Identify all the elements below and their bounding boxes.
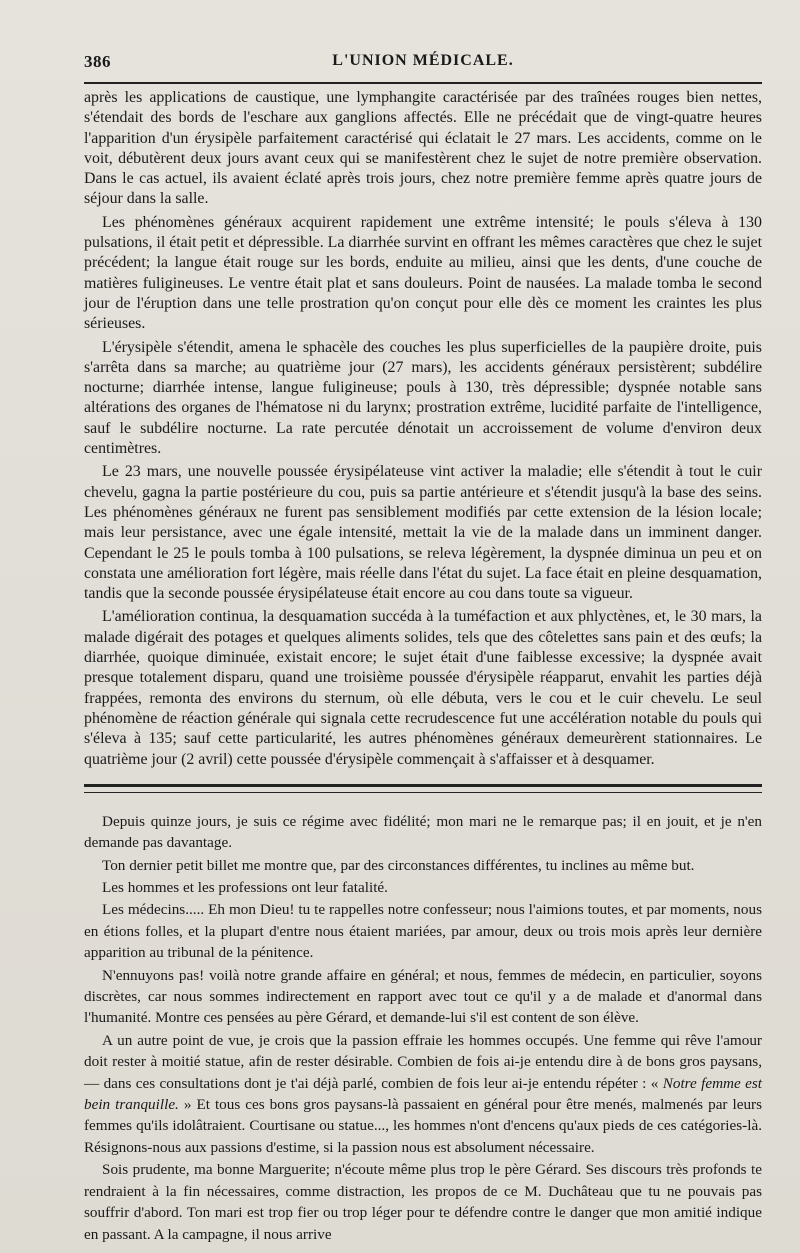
feuilleton-quote: Notre femme est bein tranquille. (84, 1074, 763, 1114)
page-header (84, 44, 762, 84)
feuilleton-paragraph: Ton dernier petit billet me montre que, par des circonstances différentes, tu inclines au même but. (102, 856, 695, 874)
article-paragraph: L'érysipèle s'étendit, amena le sphacèle des couches les plus superficielles de la paupière droite, puis s'arrêta dans sa marche; au quatrième jour (27 mars), les accidents généraux persistèrent; subdélire nocturne; diarrhée intense, langue fuligineuse; pouls à 130, très dépressible; dyspnée notable sans altérations des organes de l'hématose ni du larynx; prostration extrême, lucidité parfaite de l'intelligence, sauf le subdélire nocturne. La rate percutée dénotait un accroissement de volume d'environ deux centimètres. (84, 338, 762, 458)
feuilleton-paragraph: Les hommes et les professions ont leur fatalité. (102, 879, 388, 897)
page-number: 386 (84, 52, 111, 71)
feuilleton-paragraph: Sois prudente, ma bonne Marguerite; n'écoute même plus trop le père Gérard. Ses discours très profonds te rendraient à la fin nécessaires, comme distraction, les propos de ce M. Duchâteau que tu ne pouvais pas souffrir d'abord. Ton mari est trop fier ou trop léger pour te défendre contre le danger que mon amitié indique en passant. A la campagne, il nous arrive (84, 1161, 762, 1243)
article-body (84, 88, 762, 770)
feuilleton-separator (84, 784, 762, 793)
feuilleton-paragraph: Les médecins..... Eh mon Dieu! tu te rappelles notre confesseur; nous l'aimions toutes, et par moments, nous en étions folles, et la plupart d'entre nous étaient mariées, par amour, deux ou trois mois après leur dernière apparition au tribunal de la pénitence. (84, 901, 762, 962)
feuilleton-text: A un autre point de vue, je crois que la passion effraie les hommes occupés. Une femme qui rêve l'amour doit rester à moitié statue, afin de rester désirable. Combien de fois ai-je entendu dire à de bons gros paysans, — dans ces consultations dont je t'ai déjà parlé, combien de fois leur ai-je entendu répéter : « (84, 1031, 762, 1092)
article-paragraph: Le 23 mars, une nouvelle poussée érysipélateuse vint activer la maladie; elle s'étendit à tout le cuir chevelu, gagna la partie postérieure du cou, puis sa partie antérieure et s'étendit jusqu'à la base des seins. Les phénomènes généraux ne furent pas sensiblement modifiés par cette extension de la lésion locale; mais leur persistance, avec une égale intensité, mettait la vie de la malade dans un imminent danger. Cependant le 25 le pouls tomba à 100 pulsations, se releva légèrement, la dyspnée diminua un peu et on constata une amélioration fort légère, mais réelle dans l'état du sujet. La face était en pleine desquamation, tandis que la seconde poussée érysipélateuse était encore au cou dans toute sa vigueur. (84, 463, 762, 603)
feuilleton-paragraph: N'ennuyons pas! voilà notre grande affaire en général; et nous, femmes de médecin, en particulier, soyons discrètes, car nous sommes indirectement en rapport avec tout ce qu'il y a de malade et d'anormal dans l'humanité. Montre ces pensées au père Gérard, et demande-lui s'il est content de son élève. (84, 966, 762, 1027)
feuilleton-text: » Et tous ces bons gros paysans-là passaient en général pour être menés, malmenés par leurs femmes qu'ils idolâtraient. Courtisane ou statue..., les hommes n'ont d'encens qu'aux pieds de ces catégories-là. Résignons-nous aux passions d'estime, si la passion nous est absolument nécessaire. (84, 1096, 763, 1156)
feuilleton-body (84, 811, 762, 1245)
article-paragraph: Les phénomènes généraux acquirent rapidement une extrême intensité; le pouls s'éleva à 130 pulsations, il était petit et dépressible. La diarrhée survint en offrant les mêmes caractères que chez le sujet précédent; la langue était rouge sur les bords, enduite au milieu, ainsi que les dents, d'une couche de matières fuligineuses. Le ventre était plat et sans douleurs. Point de nausées. La malade tomba le second jour de l'éruption dans une telle prostration qu'on conçut pour elle dès ce moment les craintes les plus sérieuses. (84, 213, 762, 333)
feuilleton-paragraph: Depuis quinze jours, je suis ce régime avec fidélité; mon mari ne le remarque pas; il en jouit, et je n'en demande pas davantage. (84, 812, 762, 852)
article-paragraph: L'amélioration continua, la desquamation succéda à la tuméfaction et aux phlyctènes, et, le 30 mars, la malade digérait des potages et quelques aliments solides, tels que des côtelettes sans pain et des œufs; la diarrhée, quoique diminuée, existait encore; le sujet était d'une faiblesse excessive; la dyspnée avait presque totalement disparu, quand une troisième poussée d'érysipèle réapparut, envahit les parties déjà frappées, remonta des environs du sternum, où elle débuta, vers le cou et le cuir chevelu. Le seul phénomène de réaction générale qui signala cette recrudescence fut une accélération notable du pouls qui s'éleva à 135; sauf cette particularité, les autres phénomènes généraux demeurèrent stationnaires. Le quatrième jour (2 avril) cette poussée d'érysipèle commençait à s'affaisser et à desquamer. (84, 608, 762, 768)
article-paragraph: après les applications de caustique, une lymphangite caractérisée par des traînées rouges bien nettes, s'étendait des bords de l'eschare aux ganglions affectés. Elle ne précédait que de vingt-quatre heures l'apparition d'un érysipèle parfaitement caractérisé qui éclatait le 27 mars. Les accidents, comme on le voit, débutèrent deux jours avant ceux qui se manifestèrent chez le sujet de notre première observation. Dans le cas actuel, ils avaient éclaté après trois jours, chez notre première femme après quatre jours de séjour dans la salle. (84, 89, 762, 208)
running-title: L'UNION MÉDICALE. (332, 52, 514, 69)
feuilleton-paragraph (84, 1030, 762, 1158)
